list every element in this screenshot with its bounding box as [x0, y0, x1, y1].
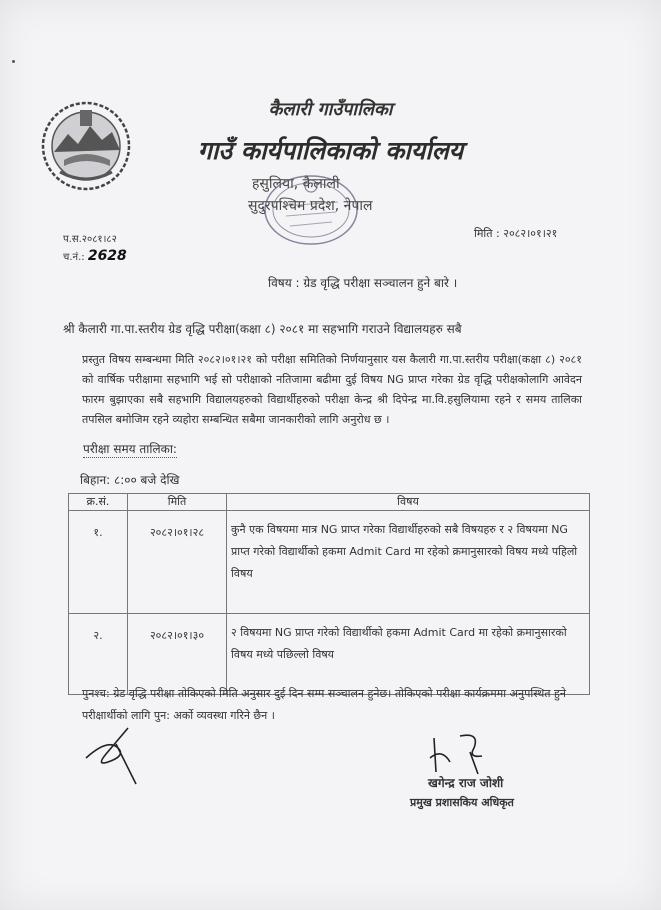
table-header-row	[69, 494, 590, 511]
row-sn: १.	[69, 511, 128, 614]
letter-subject: विषय : ग्रेड वृद्धि परीक्षा सञ्चालन हुने बारे ।	[268, 276, 458, 290]
row-date: २०८२।०१।३०	[128, 614, 227, 695]
signatory-name: खगेन्द्र राज जोशी	[428, 776, 504, 790]
org-name-line1: कैलारी गाउँपालिका	[268, 99, 393, 120]
header-subject: विषय	[227, 494, 590, 511]
signatory-title: प्रमुख प्रशासकिय अधिकृत	[410, 796, 514, 809]
letter-body: प्रस्तुत विषय सम्बन्धमा मिति २०८२।०१।२१ को परीक्षा समितिको निर्णयानुसार यस कैलारी गा.पा.स्तरीय परीक्षा(कक्षा ८) २०८१ को वार्षिक परीक्षामा सहभागि भई सो परीक्षाको नतिजामा बढीमा दुई विषय NG प्राप्त गरेका ग्रेड वृद्धि परीक्षकोलागि आवेदन फारम बुझाएका सबै सहभागि विद्यालयहरुको विद्यार्थीहरुको परीक्षा केन्द्र श्री दिपेन्द्र मा.वि.हसुलियामा रहने र समय तालिका तपसिल बमोजिम रहने व्यहोरा सम्बन्धित सबैमा जानकारीको लागि अनुरोध छ ।	[82, 353, 582, 426]
row-subject: २ विषयमा NG प्राप्त गरेको विद्यार्थीको हकमा Admit Card मा रहेको क्रमानुसारको विषय मध्ये पछिल्लो विषय	[227, 614, 590, 695]
scan-speck	[12, 60, 15, 63]
initial-signature-icon	[78, 718, 148, 788]
reference-block	[63, 232, 127, 266]
header-sn: क्र.सं.	[69, 494, 128, 511]
address-line1: हसुलिया, कैलाली	[252, 176, 340, 192]
cn-number	[63, 248, 127, 266]
officer-signature-icon	[420, 728, 500, 778]
footnote: पुनश्च: ग्रेड वृद्धि परीक्षा तोकिएको मिति अनुसार दुई दिन सम्म सञ्चालन हुनेछ। तोकिएको परीक्षा कार्यक्रममा अनुपस्थित हुने परीक्षार्थीको लागि पुन: अर्को व्यवस्था गरिने छैन ।	[82, 687, 566, 722]
letter-date: मिति : २०८२।०१।२१	[474, 227, 558, 240]
row-date: २०८२।०१।२८	[128, 511, 227, 614]
cn-label: च.नं.:	[63, 252, 85, 263]
header-date: मिति	[128, 494, 227, 511]
exam-time: बिहान: ८:०० बजे देखि	[80, 473, 180, 487]
row-sn: २.	[69, 614, 128, 695]
cn-value: 2628	[87, 248, 127, 264]
official-stamp-icon	[262, 172, 360, 248]
org-name-line2: गाउँ कार्यपालिकाको कार्यालय	[197, 136, 464, 165]
row-subject: कुनै एक विषयमा मात्र NG प्राप्त गरेका विद्यार्थीहरुको सबै विषयहरु र २ विषयमा NG प्राप्त गरेको विद्यार्थीको हकमा Admit Card मा रहेको क्रमानुसारको विषय मध्ये पहिलो विषय	[227, 511, 590, 614]
address-line2: सुदुरपश्चिम प्रदेश, नेपाल	[248, 198, 373, 214]
ps-number: प.स.२०८१।८२	[63, 234, 117, 245]
letter-recipient: श्री कैलारी गा.पा.स्तरीय ग्रेड वृद्धि परीक्षा(कक्षा ८) २०८१ मा सहभागि गराउने विद्यालयहरु सबै	[63, 322, 462, 336]
table-row	[69, 511, 590, 614]
schedule-table	[68, 493, 590, 695]
schedule-heading: परीक्षा समय तालिका:	[83, 442, 177, 456]
